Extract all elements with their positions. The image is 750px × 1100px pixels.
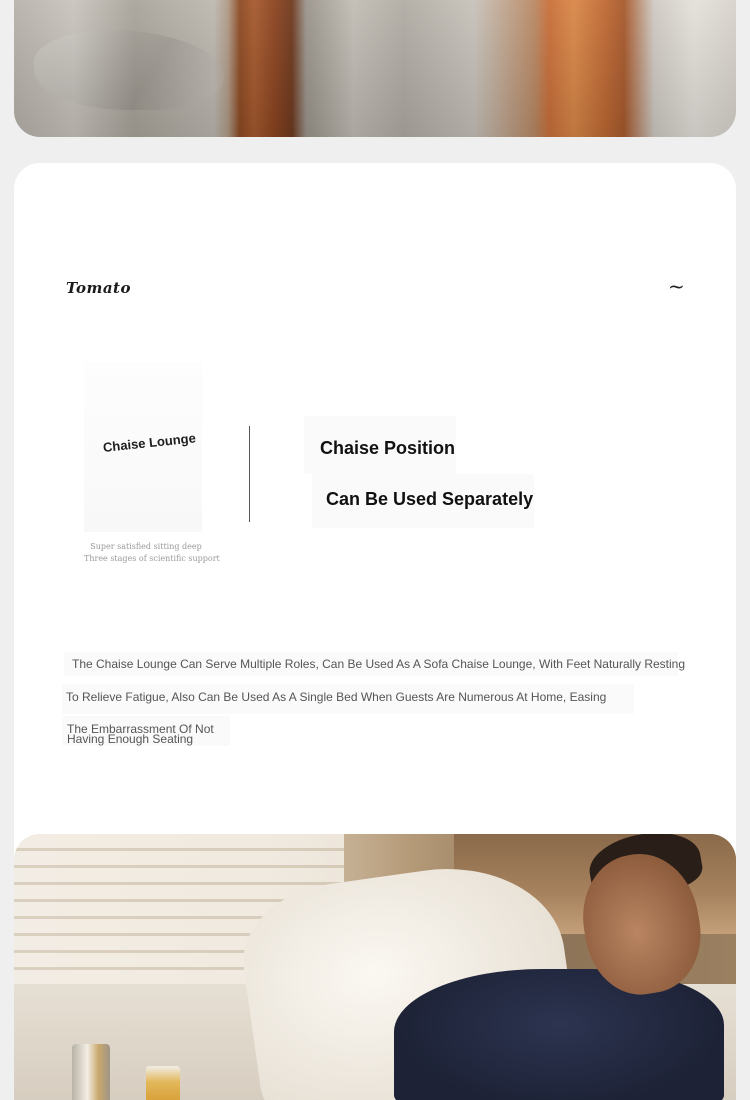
description-line-4: Having Enough Seating [67,732,194,746]
description-line-1: The Chaise Lounge Can Serve Multiple Roles, Can Be Used As A Sofa Chaise Lounge, With Feet Naturally Resting [72,657,686,671]
sofa-legs-photo [14,0,736,137]
description-line-2: To Relieve Fatigue, Also Can Be Used As A Single Bed When Guests Are Numerous At Home, Easing [66,690,607,704]
beer-glass [146,1066,180,1100]
brand-mark: ~ [668,274,685,298]
headline-chaise-position: Chaise Position [320,438,456,458]
photo-shade [14,0,736,137]
person-body [394,969,724,1100]
drink-can [72,1044,110,1100]
vertical-divider [249,426,250,522]
description-line-3: The Embarrassment Of Not [67,722,214,736]
man-resting-photo [14,834,736,1100]
lounge-title: Chaise Lounge [102,430,197,455]
brand-logo: Tomato [66,279,131,297]
lounge-subtitle-2: Three stages of scientific support [84,554,220,563]
headline-used-separately: Can Be Used Separately [326,489,534,509]
lounge-subtitle-1: Super satisfied sitting deep [90,542,202,551]
